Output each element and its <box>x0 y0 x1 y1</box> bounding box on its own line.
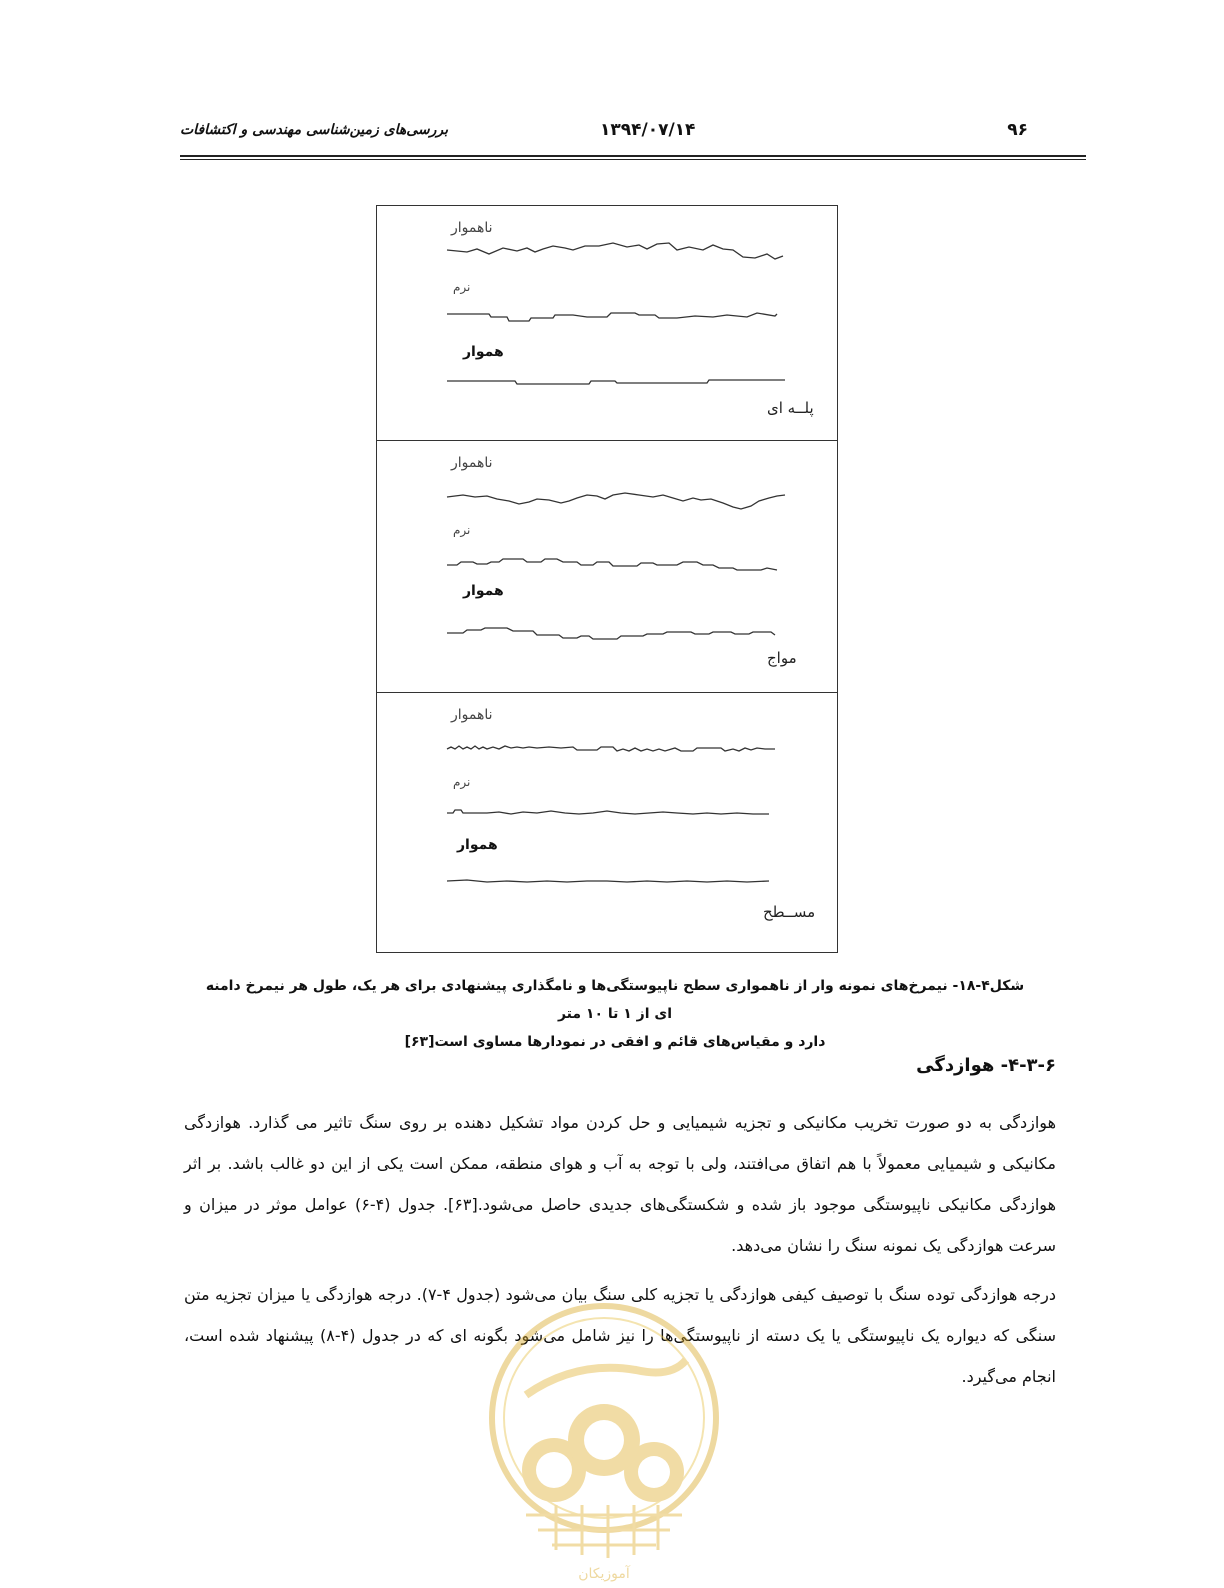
header-date: ۱۳۹۴/۰۷/۱۴ <box>600 120 696 140</box>
profile-lines-planar <box>377 693 837 953</box>
profile-lines-stepped <box>377 206 837 440</box>
header-rule <box>180 155 1086 157</box>
label-slickensided: هموار <box>463 583 504 599</box>
watermark-text: آموزیکان <box>578 1566 630 1582</box>
page-number: ۹۶ <box>1007 120 1028 140</box>
label-rough: ناهموار <box>451 220 493 236</box>
section-heading: ۴-۳-۶- هوازدگی <box>916 1055 1056 1076</box>
caption-line-1: شکل۴-۱۸- نیمرخ‌های نمونه وار از ناهمواری سطح ناپیوستگی‌ها و نامگذاری پیشنهادی برای هر یک، طول هر نیمرخ دامنه ای از ۱ تا ۱۰ متر <box>205 978 1025 1022</box>
figure-caption <box>200 972 1030 1056</box>
caption-line-2: دارد و مقیاس‌های قائم و افقی در نمودارها مساوی است[۶۳] <box>404 1034 826 1050</box>
label-slickensided: هموار <box>457 837 498 853</box>
label-smooth: نرم <box>453 775 471 789</box>
label-rough: ناهموار <box>451 707 493 723</box>
category-planar: مســطح <box>763 903 816 921</box>
panel-planar <box>377 692 837 952</box>
header-rule-thin <box>180 159 1086 160</box>
body-paragraph-2: درجه هوازدگی توده سنگ با توصیف کیفی هوازدگی یا تجزیه کلی سنگ بیان می‌شود (جدول ۴-۷). درجه هوازدگی یا میزان تجزیه متن سنگی که دیواره یک ناپیوستگی یا یک دسته از ناپیوستگی‌ها را نیز شامل می‌شود بگونه ای که در جدول (۴-۸) پیشنهاد شده است، انجام می‌گیرد. <box>184 1285 1057 1386</box>
profile-lines-undulating <box>377 441 837 693</box>
watermark-logo <box>486 1300 722 1584</box>
panel-undulating <box>377 440 837 692</box>
body-paragraph-1: هوازدگی به دو صورت تخریب مکانیکی و تجزیه شیمیایی و حل کردن مواد تشکیل دهنده بر روی سنگ تاثیر می گذارد. هوازدگی مکانیکی و شیمیایی معمولاً با هم اتفاق می‌افتند، ولی با توجه به آب و هوای منطقه، ممکن است یکی از این دو غالب باشد. بر اثر هوازدگی مکانیکی ناپیوستگی موجود باز شده و شکستگی‌های جدیدی حاصل می‌شود.[۶۳]. جدول (۴-۶) عوامل موثر در میزان و سرعت هوازدگی یک نمونه سنگ را نشان می‌دهد. <box>184 1113 1057 1255</box>
roughness-profiles-figure <box>376 205 838 953</box>
label-slickensided: هموار <box>463 344 504 360</box>
label-rough: ناهموار <box>451 455 493 471</box>
page-header <box>180 118 1086 162</box>
category-undulating: مواج <box>767 649 797 667</box>
category-stepped: پلــه ای <box>767 399 814 417</box>
label-smooth: نرم <box>453 523 471 537</box>
book-title: بررسی‌های زمین‌شناسی مهندسی و اکتشافات <box>180 122 449 138</box>
panel-stepped <box>377 206 837 440</box>
label-smooth: نرم <box>453 280 471 294</box>
